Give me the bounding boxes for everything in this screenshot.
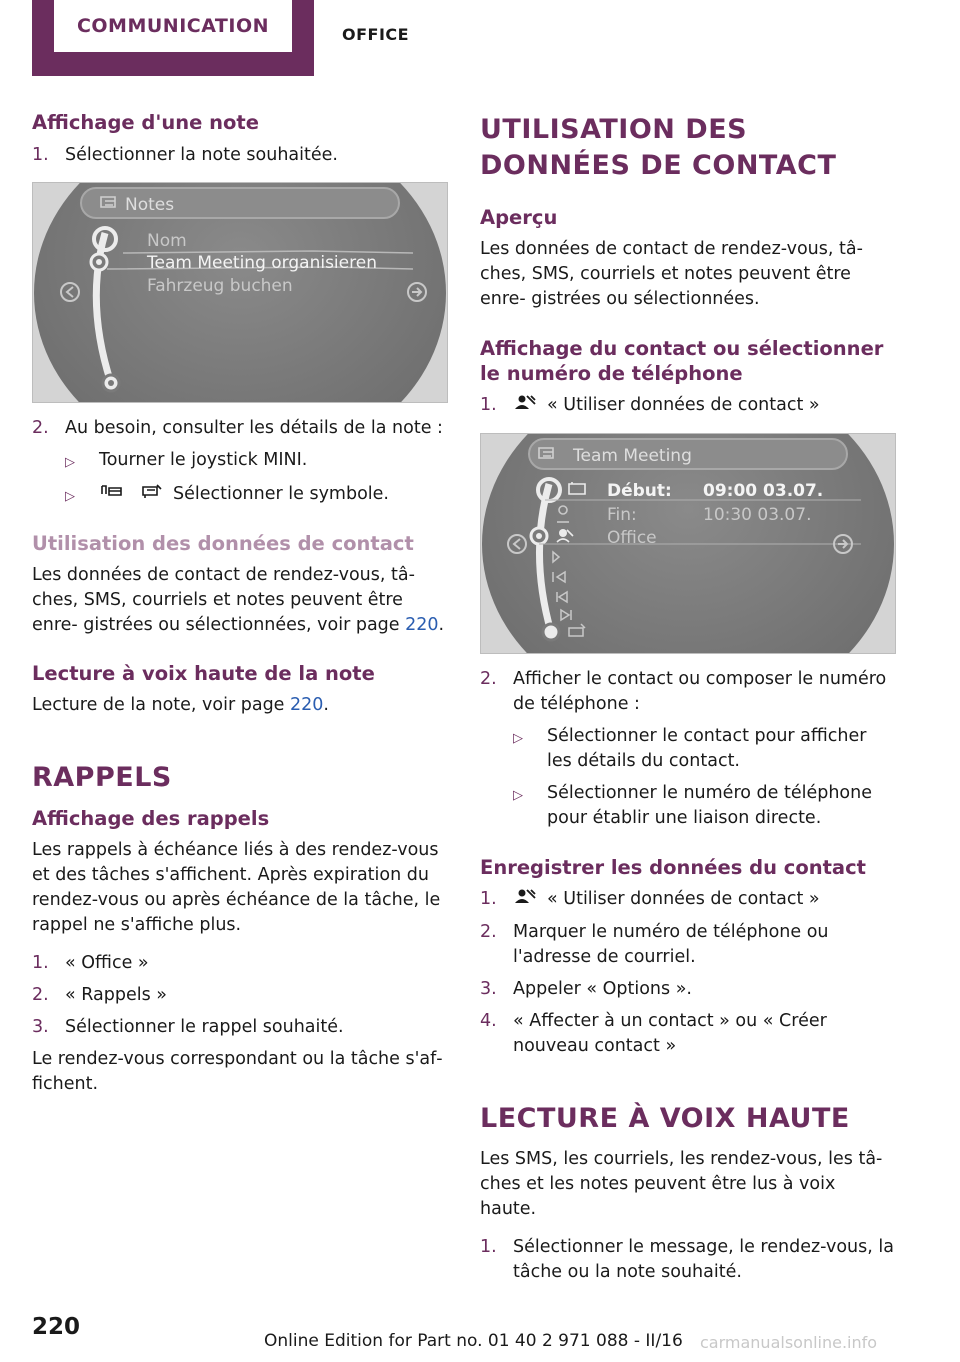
list-item: 2. Afficher le contact ou composer le numéro de téléphone : — [480, 669, 887, 714]
bullet-triangle-icon: ▷ — [65, 455, 75, 470]
tab-communication-label: COMMUNICATION — [76, 15, 270, 37]
paragraph: Lecture de la note, voir page 220. — [32, 695, 329, 715]
section-title-show-contact: Affichage du contact ou sélectionner le numéro de téléphone — [480, 337, 884, 385]
page-link[interactable]: 220 — [405, 615, 439, 635]
notes-header: Notes — [125, 195, 175, 215]
section-title-read-aloud: LECTURE À VOIX HAUTE — [480, 1103, 850, 1134]
section-title-note-display: Affichage d'une note — [32, 111, 259, 134]
bullet-triangle-icon: ▷ — [513, 788, 523, 803]
svg-text:09:00 03.07.: 09:00 03.07. — [703, 481, 824, 501]
paragraph: Le rendez-vous correspondant ou la tâche s'af‐ fichent. — [32, 1049, 443, 1094]
left-column — [32, 108, 446, 1097]
list-item: 2. Au besoin, consulter les détails de la note : — [32, 418, 443, 438]
bullet-item: ▷ Sélectionner le contact pour afficher les détails du contact. — [513, 724, 894, 774]
svg-text:Office: Office — [607, 528, 657, 548]
bullet-triangle-icon: ▷ — [513, 731, 523, 746]
list-item: 1. Sélectionner la note souhaitée. — [32, 145, 338, 165]
paragraph: Les données de contact de rendez-vous, tâ‐ ches, SMS, courriels et notes peuvent être enre‐ gistrées ou sélectionnées, voir page 220. — [32, 565, 445, 635]
screenshot-appointment — [480, 433, 896, 654]
bullet-triangle-icon: ▷ — [65, 489, 75, 504]
paragraph: Les rappels à échéance liés à des rendez-vous et des tâches s'affichent. Après expiration du rendez-vous ou après échéance de la tâche, le rappel ne s'affiche plus. — [32, 840, 441, 935]
svg-text:Team Meeting: Team Meeting — [573, 446, 692, 466]
section-title-contact-data: Utilisation des données de contact — [32, 532, 414, 555]
screenshot-notes — [32, 182, 448, 403]
list-item: 4. « Affecter à un contact » ou « Créer nouveau contact » — [480, 1011, 827, 1056]
edition-text: Online Edition for Part no. 01 40 2 971 088 - II/16 — [264, 1331, 683, 1351]
note-entry-icon — [139, 482, 165, 509]
list-item: 1. « Utiliser données de contact » — [480, 393, 894, 419]
section-title-overview: Aperçu — [480, 206, 558, 229]
svg-text:Fin:: Fin: — [607, 505, 637, 525]
header-tab-bar — [32, 0, 314, 76]
list-item: 1. « Office » — [32, 953, 149, 973]
bullet-item: ▷ Sélectionner le numéro de téléphone pour établir une liaison directe. — [513, 781, 894, 831]
watermark: carmanualsonline.info — [700, 1333, 878, 1352]
list-item: 1. Sélectionner le message, le rendez-vous, la tâche ou la note souhaité. — [480, 1237, 894, 1282]
svg-text:Début:: Début: — [607, 481, 672, 501]
bullet-item: ▷ Sélectionner le symbole. — [65, 482, 446, 509]
section-title-show-reminders: Affichage des rappels — [32, 807, 270, 830]
contact-data-icon — [513, 393, 537, 419]
section-title-read-aloud-note: Lecture à voix haute de la note — [32, 662, 375, 685]
svg-text:10:30 03.07.: 10:30 03.07. — [703, 505, 812, 525]
list-item: 1. « Utiliser données de contact » — [480, 887, 894, 913]
tab-communication[interactable] — [54, 0, 292, 52]
paragraph: Les données de contact de rendez-vous, tâ‐ ches, SMS, courriels et notes peuvent être enre‐ gistrées ou sélectionnées. — [480, 239, 863, 309]
calendar-entry-icon — [99, 482, 125, 509]
svg-text:Nom: Nom — [147, 231, 187, 251]
bullet-item: ▷ Tourner le joystick MINI. — [65, 448, 446, 475]
page-link[interactable]: 220 — [290, 695, 324, 715]
section-title-save-contact: Enregistrer les données du contact — [480, 856, 866, 879]
svg-text:Team Meeting organisieren: Team Meeting organisieren — [147, 253, 377, 273]
list-item: 3. Appeler « Options ». — [480, 979, 692, 999]
section-title-reminders: RAPPELS — [32, 762, 172, 793]
contact-data-icon — [513, 887, 537, 913]
page-number: 220 — [32, 1314, 81, 1340]
section-title-contact-usage: UTILISATION DES DONNÉES DE CONTACT — [480, 114, 837, 181]
tab-office[interactable]: OFFICE — [342, 25, 410, 44]
list-item: 3. Sélectionner le rappel souhaité. — [32, 1017, 344, 1037]
svg-text:Fahrzeug buchen: Fahrzeug buchen — [147, 276, 293, 296]
right-column — [480, 108, 894, 1285]
list-item: 2. Marquer le numéro de téléphone ou l'adresse de courriel. — [480, 922, 829, 967]
list-item: 2. « Rappels » — [32, 985, 168, 1005]
paragraph: Les SMS, les courriels, les rendez-vous, les tâ‐ ches et les notes peuvent être lus à voix haute. — [480, 1149, 883, 1219]
